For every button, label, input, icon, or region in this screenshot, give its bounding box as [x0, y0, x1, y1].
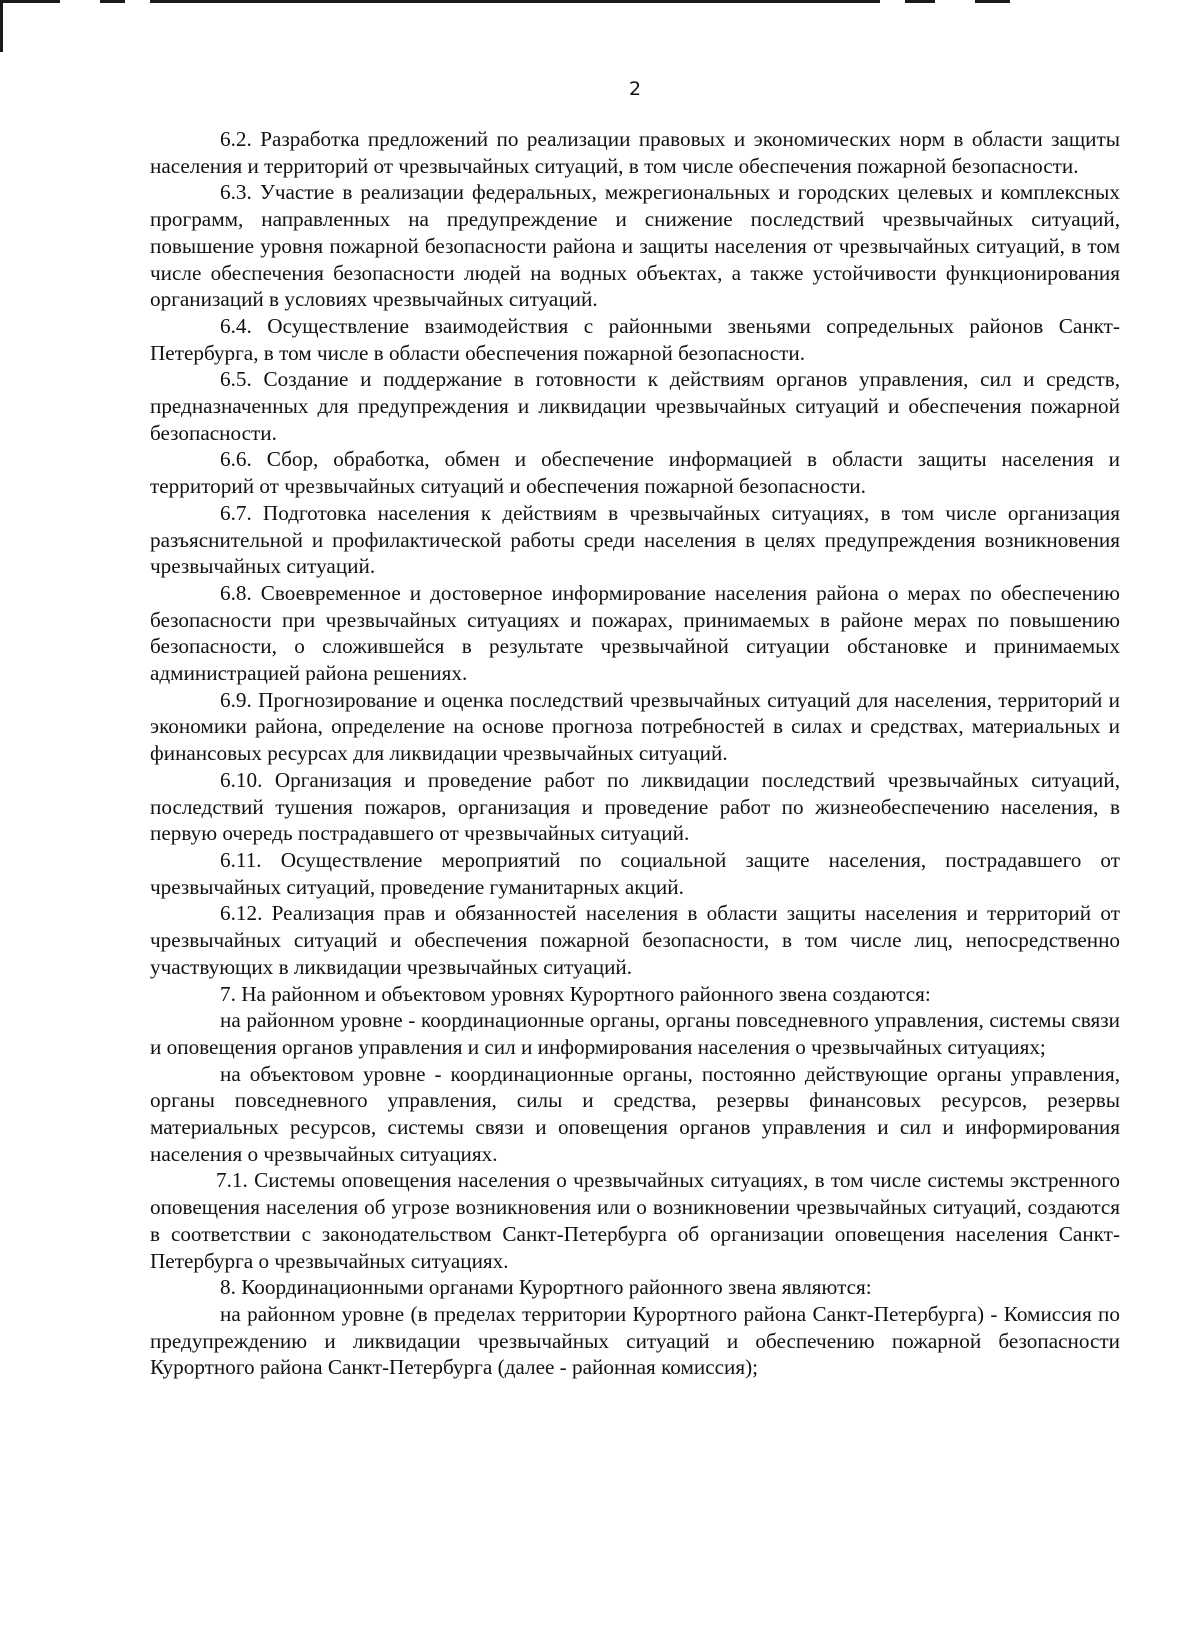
paragraph-6-7: 6.7. Подготовка населения к действиям в чрезвычайных ситуациях, в том числе организация разъяснительной и профилактической работы среди населения в целях предупреждения возникновения чрезвычайных ситуаций.	[150, 500, 1120, 579]
paragraph-6-11: 6.11. Осуществление мероприятий по социальной защите населения, пострадавшего от чрезвычайных ситуаций, проведение гуманитарных акций.	[150, 847, 1120, 899]
paragraph-7-1: 7.1. Системы оповещения населения о чрезвычайных ситуациях, в том числе системы экстренного оповещения населения об угрозе возникновения или о возникновении чрезвычайных ситуаций, создаются в соответствии с законодательством Санкт-Петербурга об организации оповещения населения Санкт-Петербурга о чрезвычайных ситуациях.	[150, 1168, 1120, 1273]
paragraph-6-2: 6.2. Разработка предложений по реализации правовых и экономических норм в области защиты населения и территорий от чрезвычайных ситуаций, в том числе обеспечения пожарной безопасности.	[150, 127, 1120, 178]
paragraph-6-4: 6.4. Осуществление взаимодействия с районными звеньями сопредельных районов Санкт-Петербурга, в том числе в области обеспечения пожарной безопасности.	[150, 313, 1120, 365]
paragraph-6-9: 6.9. Прогнозирование и оценка последствий чрезвычайных ситуаций для населения, территорий и экономики района, определение на основе прогноза потребностей в силах и средствах, материальных и финансовых ресурсах для ликвидации чрезвычайных ситуаций.	[150, 687, 1120, 766]
paragraph-7-object-level: на объектовом уровне - координационные органы, постоянно действующие органы управления, органы повседневного управления, силы и средства, резервы финансовых ресурсов, резервы материальных ресурсов, системы связи и оповещения органов управления и сил и информирования населения о чрезвычайных ситуациях.	[150, 1061, 1120, 1166]
paragraph-6-3: 6.3. Участие в реализации федеральных, межрегиональных и городских целевых и комплексных программ, направленных на предупреждение и снижение последствий чрезвычайных ситуаций, повышение уровня пожарной безопасности района и защиты населения от чрезвычайных ситуаций, в том числе обеспечения безопасности людей на водных объектах, а также устойчивости функционирования организаций в условиях чрезвычайных ситуаций.	[150, 180, 1120, 312]
paragraph-6-5: 6.5. Создание и поддержание в готовности к действиям органов управления, сил и средств, предназначенных для предупреждения и ликвидации чрезвычайных ситуаций и обеспечения пожарной безопасности.	[150, 367, 1120, 445]
page-number: 2	[628, 78, 642, 100]
scan-border-left	[0, 0, 3, 52]
paragraph-8: 8. Координационными органами Курортного районного звена являются:	[220, 1275, 872, 1300]
paragraph-8-district-level: на районном уровне (в пределах территории Курортного района Санкт-Петербурга) - Комиссия по предупреждению и ликвидации чрезвычайных ситуаций и обеспечению пожарной безопасности Курортного района Санкт-Петербурга (далее - районная комиссия);	[150, 1301, 1120, 1380]
paragraph-6-12: 6.12. Реализация прав и обязанностей населения в области защиты населения и территорий от чрезвычайных ситуаций и обеспечения пожарной безопасности, в том числе лиц, непосредственно участвующих в ликвидации чрезвычайных ситуаций.	[150, 901, 1120, 979]
paragraph-7: 7. На районном и объектовом уровнях Курортного районного звена создаются:	[220, 981, 931, 1006]
paragraph-7-district-level: на районном уровне - координационные органы, органы повседневного управления, системы связи и оповещения органов управления и сил и информирования населения о чрезвычайных ситуациях;	[150, 1008, 1120, 1059]
paragraph-6-10: 6.10. Организация и проведение работ по ликвидации последствий чрезвычайных ситуаций, последствий тушения пожаров, организация и проведение работ по жизнеобеспечению населения, в первую очередь пострадавшего от чрезвычайных ситуаций.	[150, 767, 1120, 846]
paragraph-6-6: 6.6. Сбор, обработка, обмен и обеспечение информацией в области защиты населения и территорий от чрезвычайных ситуаций и обеспечения пожарной безопасности.	[150, 447, 1120, 499]
paragraph-6-8: 6.8. Своевременное и достоверное информирование населения района о мерах по обеспечению безопасности при чрезвычайных ситуациях и пожарах, принимаемых в районе мерах по повышению безопасности, о сложившейся в результате чрезвычайной ситуации обстановке и принимаемых администрацией района решениях.	[150, 580, 1120, 686]
scan-border-top	[0, 0, 1200, 3]
document-body	[150, 126, 1120, 1381]
